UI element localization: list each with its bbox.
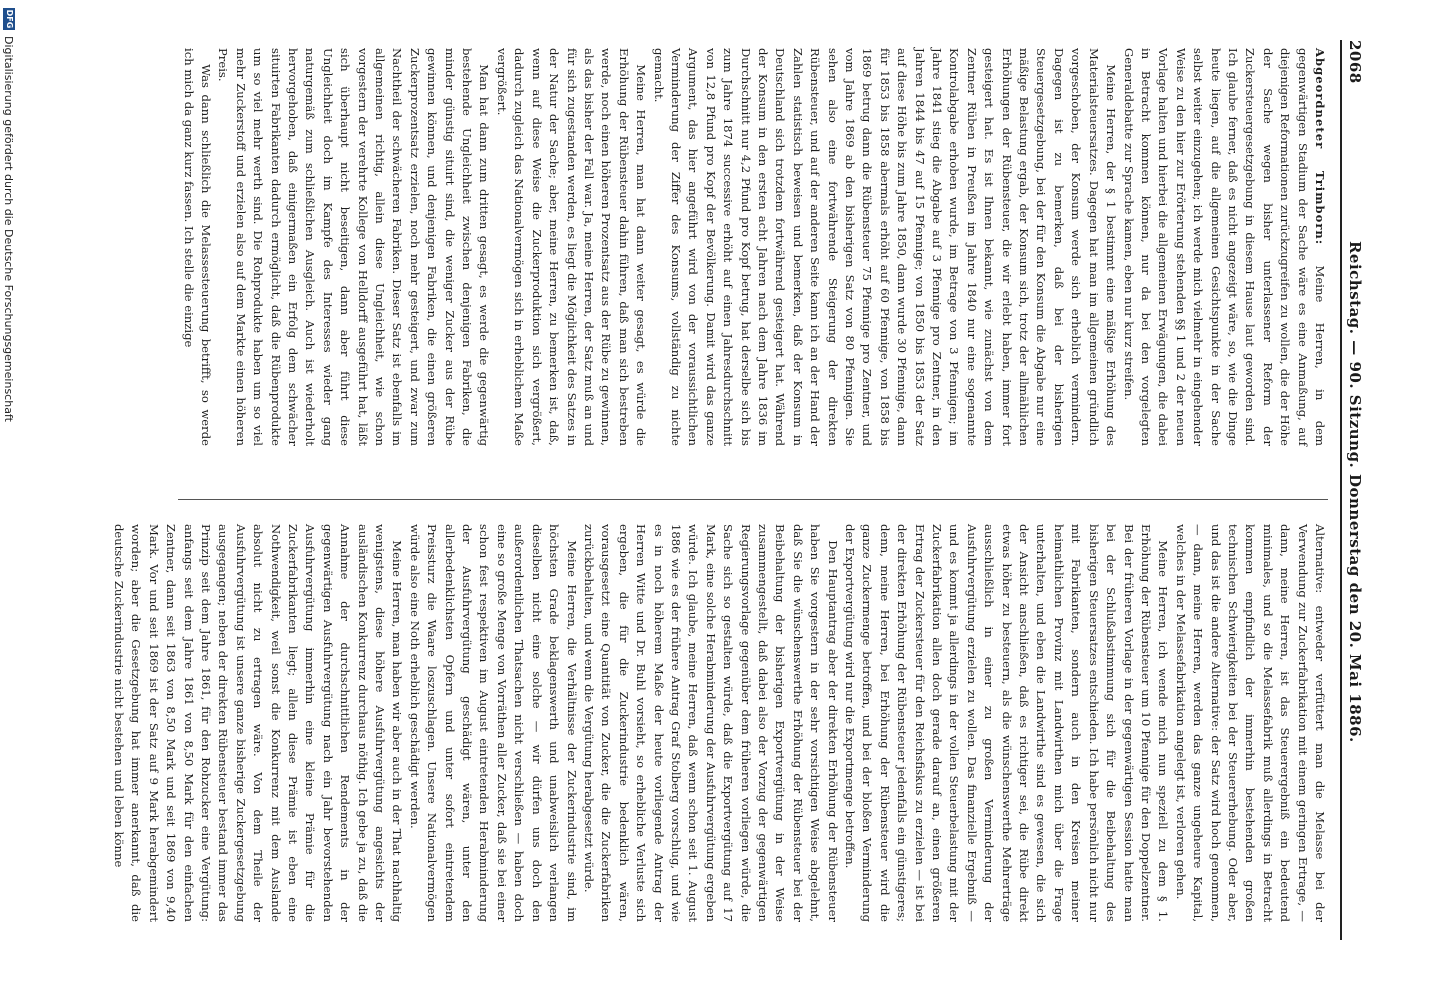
page-title: Reichstag. — 90. Sitzung. Donnerstag den 20. Mai 1886. bbox=[1346, 240, 1364, 743]
digitization-credit bbox=[0, 0, 18, 1000]
paragraph: Den Hauptantrag aber der direkten Erhöhung der Rübensteuer haben Sie vorgestern in der sehr vorsichtigen Weise abgelehnt, daß Sie die wünschenswerthe Erhöhung der Rübensteuer bei der Beibehaltung der bisherigen Exportvergütung in der Weise zusammengestellt, daß dabei also der Vorzug der gegenwärtigen Regierungsvorlage gegenüber dem früheren vorliegen würde, die Sache sich so gestalten würde, daß die Exportvergütung auf 17 Mark, eine solche Herabminderung der Ausfuhrvergütung ergeben würde. Ich glaube, meine Herren, daß wenn schon seit 1. August 1886 wie es der frühere Antrag Graf Stolberg vorschlug, und wie es in noch höherem Maße der heute vorliegende Antrag der Herren Witte und Dr. Buhl vorsieht, so erhebliche Verluste sich ergeben, die für die Zuckerindustrie bedenklich wären, vorausgesetzt eine Quantität von Zucker, die die Zuckerfabriken zurückbehalten, und wenn die Vergütung herabgesetzt würde. bbox=[581, 524, 840, 922]
page-header bbox=[1340, 40, 1374, 940]
speaker-name: Abgeordneter Trimborn: bbox=[1313, 48, 1327, 246]
column-divider bbox=[178, 499, 1328, 500]
paragraph: Meine Herren, der § 1 bestimmt eine mäßige Erhöhung des Materialsteuersatzes. Dagegen hat man im allgemeinen gründlich vorgeschoben, der Konsum werde sich erheblich vermindern. Dagegen ist zu bemerken, daß bei der bisherigen Steuergesetzgebung, bei der für den Konsum die Abgabe nur eine mäßige Belastung ergab, der Konsum sich, trotz der allmählichen Erhöhungen der Rübensteuer, die wir erlebt haben, immer fort gesteigert hat. Es ist Ihnen bekannt, wie zunächst von dem Zentner Rüben in Preußen im Jahre 1840 nur eine sogenannte Kontrolabgabe erhoben wurde, im Betrage von 3 Pfennigen; im Jahre 1841 stieg die Abgabe auf 3 Pfennige pro Zentner, in den Jahren 1844 bis 47 auf 15 Pfennige; von 1850 bis 1853 der Satz auf diese Höhe bis zum Jahre 1850, dann wurde 30 Pfennige, dann für 1853 bis 1858 abermals erhöht auf 60 Pfennige, von 1858 bis 1869 betrug dann die Rübensteuer 75 Pfennige pro Zentner, und vom Jahre 1869 ab den bisherigen Satz von 80 Pfennigen. Sie sehen also eine fortwährende Steigerung der direkten Rübensteuer, und auf der anderen Seite kann ich an der Hand der Zahlen statistisch beweisen und bemerken, daß der Konsum in Deutschland sich trotzdem fortwährend gesteigert hat. Während der Konsum in den ersten acht Jahren nach dem Jahre 1836 im Durchschnitt nur 4,2 Pfund pro Kopf betrug, hat derselbe sich bis zum Jahre 1874 successive erhöht auf einen Jahresdurchschnitt von 12,8 Pfund pro Kopf der Bevölkerung. Damit wird das ganze Argument, das hier angeführt wird von der voraussichtlichen Verminderung der Ziffer des Konsums, vollständig zu nichte gemacht. bbox=[651, 48, 1119, 446]
dfg-logo: DFG bbox=[5, 9, 14, 29]
paragraph: Meine Herren, man haben wir aber auch in der That nachhaltig wenigstens, diese höhere Ausfuhrvergütung angesichts der ausländischen Konkurrenz durchaus nöthig. Ich gebe ja zu, daß die Annahme der durchschnittlichen Rendements in der gegenwärtigen Ausfuhrvergütung nach ein Jahr bevorstehenden Ausfuhrvergütung immerhin eine kleine Prämie für die Zuckerfabrikanten liegt; allein diese Prämie ist eben eine Nothwendigkeit, weil sonst die Konkurrenz mit dem Auslande absolut nicht zu ertragen wäre. Von dem Theile der Ausfuhrvergütung ist unsere ganze bisherige Zuckergesetzgebung ausgegangen; neben der direkten Rübensteuer bestand immer das Prinzip seit dem Jahre 1861, für den Rohzucker eine Vergütung: anfangs seit dem Jahre 1861 von 8,50 Mark für den einfachen Zentner, dann seit 1863 von 8,50 Mark und seit 1869 von 9,40 Mark. Vor und seit 1869 ist der Satz auf 9 Mark herabgemindert worden; aber die Gesetzgebung hat immer anerkannt, daß die deutsche Zuckerindustrie nicht bestehen und leben könne bbox=[111, 524, 405, 922]
credit-text: Digitalisierung gefördert durch die Deutsche Forschungsgemeinschaft bbox=[2, 36, 16, 422]
paragraph bbox=[1119, 48, 1328, 446]
paragraph: Meine Herren, ich wende mich nun speziell zu dem § 1. Erhöhung der Rübensteuer um 10 Pfennige für den Doppelzentner. Bei der früheren Vorlage in der gegenwärtigen Session hatte man bei der Schlußabstimmung sich für die Beibehaltung des bisherigen Steuersatzes entschieden. Ich habe persönlich nicht nur mit Fabrikanten, sondern auch in den Kreisen meiner heimathlichen Provinz mit Landwirthen mich über die Frage unterhalten, und eben die Landwirthe sind es gewesen, die sich der Ansicht anschließen, daß es richtiger sei, die Rübe direkt etwas höher zu besteuern, als die wünschenswerthe Mehrerträge ausschließlich in einer zu großen Verminderung der Ausfuhrvergütung erzielen zu wollen. Das finanzielle Ergebniß — und es kommt ja allerdings in der vollen Steuerbelastung mit der Zuckerfabrikation allen doch gerade darauf an, einen größeren Ertrag der Zuckersteuer für den Reichsfiskus zu erzielen — ist bei der direkten Erhöhung der Rübensteuer jedenfalls ein günstigeres; denn, meine Herren, bei Erhöhung der Rübensteuer wird die ganze Zuckermenge betroffen, und bei der bloßen Verminderung der Exportvergütung wird nur die Exportmenge betroffen. bbox=[843, 524, 1171, 922]
text-column-right bbox=[110, 524, 1328, 922]
paragraph: Meine Herren, die Verhältnisse der Zuckerindustrie sind, im höchsten Grade beklagenswerth und unabweislich verlangen dieselben nicht eine solche — wir dürfen uns doch den außerordentlichen Thatsachen nicht verschließen — haben doch eine so große Menge von Vorräthen aller Zucker, daß sie bei einer schon fest respektiven im August eintretenden Herabminderung der Ausfuhrvergütung geschädigt wären, unter den allerbedenklichsten Opfern und unter sofort eintretendem Preissturz die Waare loszuschlagen. Unsere Nationalvermögen würde also eine Noth erheblich geschädigt werden. bbox=[407, 524, 579, 922]
paragraph: Meine Herren, man hat dann weiter gesagt, es würde die Erhöhung der Rübensteuer dahin führen, daß man sich bestreben werde, noch einen höheren Prozentsatz aus der Rübe zu gewinnen, als das bisher der Fall war. Ja, meine Herren, der Satz muß an und für sich zugestanden werden, es liegt die Möglichkeit des Satzes in der Natur der Sache; aber, meine Herren, zu bemerken ist, daß, wenn auf diese Weise die Zuckerproduktion sich vergrößert, dadurch zugleich das Nationalvermögen sich in erheblichem Maße vergrößert. bbox=[494, 48, 649, 446]
text-column-left bbox=[179, 48, 1328, 446]
paragraph: Was dann schließlich die Melassesteuerung betrifft, so werde ich mich da ganz kurz fassen. Ich stelle die einzige bbox=[181, 48, 213, 446]
paragraph-text: Meine Herren, in dem gegenwärtigen Stadium der Sache wäre es eine Anmaßung, auf diejenigen Reformationen zurückzugreifen zu wollen, die der Höhe der Sache wegen bisher unterlassener Reform der Zuckersteuergesetzgebung in diesem Hause laut geworden sind. Ich glaube ferner, daß es nicht angezeigt wäre, so, wie die Dinge heute liegen, auf die allgemeinen Gesichtspunkte in der Sache selbst weiter einzugehen; ich werde mich vielmehr in eingehender Weise zu den hier zur Erörterung stehenden §§ 1 und 2 der neuen Vorlage halten und hierbei die allgemeinen Erwägungen, die dabei in Betracht kommen können, nur da bei den vorgelegten Generaldebatte zur Sprache kamen, eben nur kurz streifen. bbox=[1121, 48, 1327, 446]
paragraph: Alternative: entweder verfüttert man die Melasse bei der Verwendung zur Zuckerfabrikation mit einem geringen Ertrage, — dann, meine Herren, ist das Steuerergebniß ein bedeutend minimales, und so die Melassefabrik muß allerdings in Betracht kommen empfindlich der immerhin bestehenden großen technischen Schwierigkeiten bei der Steuererhebung. Oder aber, und das ist die andere Alternative: der Satz wird hoch genommen, — dann, meine Herren, werden das ganze ungeheure Kapital, welches in der Melassefabrikation angelegt ist, verloren gehen. bbox=[1173, 524, 1327, 922]
page-number: 2068 bbox=[1346, 40, 1364, 84]
paragraph: Man hat dann zum dritten gesagt, es werde die gegenwärtig bestehende Ungleichheit zwischen denjenigen Fabriken, die minder günstig situirt sind, die weniger Zucker aus der Rübe gewinnen können, und denjenigen Fabriken, die einen größeren Zuckerprozentsatz erzielen, noch mehr gesteigert, und zwar zum Nachtheil der schwächeren Fabriken. Dieser Satz ist ebenfalls im allgemeinen richtig, allein diese Ungleichheit, wie schon vorgestern der verehrte Kollege von Helldorff ausgeführt hat, läßt sich überhaupt nicht beseitigen, dann aber führt diese Ungleichheit doch im Kampfe des Interesses wieder gang naturgemäß zum schließlichen Ausgleich. Auch ist wiederholt hervorgehoben, daß einigermaßen ein Erfolg dem schwächer situirten Fabrikanten dadurch ermöglicht, daß die Rübenprodukte um so viel mehr werth sind. Die Rohprodukte haben um so viel mehr Zuckerstoff und erzielen also auf dem Markte einen höheren Preis. bbox=[216, 48, 492, 446]
